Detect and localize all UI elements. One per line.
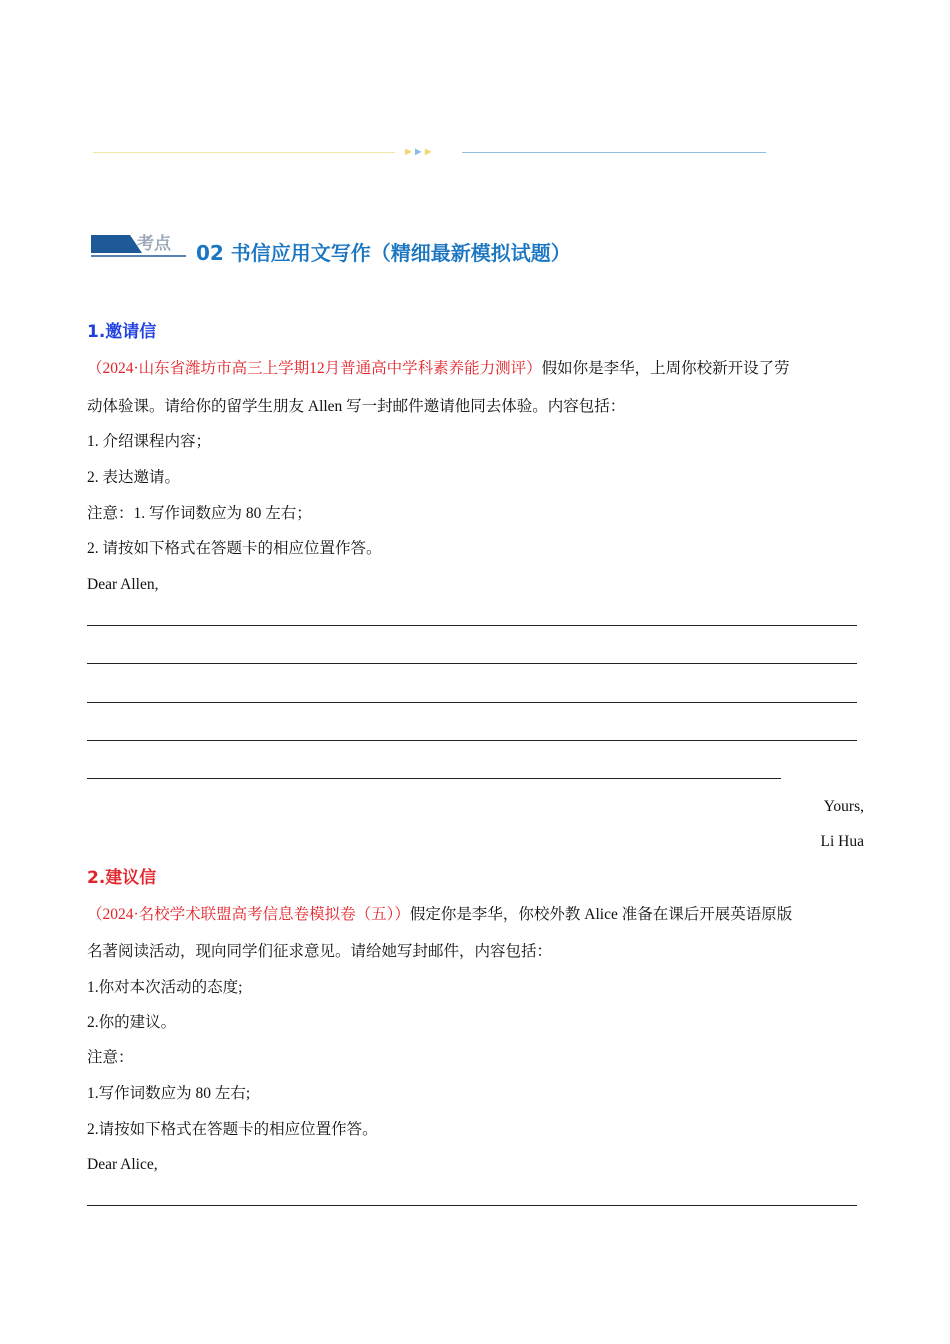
- answer-line: [87, 663, 857, 664]
- triple-arrow-icon: ►►►: [403, 146, 433, 158]
- q2-prompt-text: 假定你是李华，你校外教 Alice 准备在课后开展英语原版: [409, 906, 793, 923]
- q2-note-label: 注意：: [87, 1049, 134, 1066]
- answer-line: [87, 1205, 857, 1206]
- q2-salutation: Dear Alice,: [87, 1156, 158, 1173]
- q2-title: 2.建议信: [87, 868, 157, 888]
- q1-item2: 2. 表达邀请。: [87, 469, 181, 486]
- q2-prompt-line1: [87, 904, 792, 926]
- kaodian-badge-icon: [90, 232, 190, 260]
- q1-note2: 2. 请按如下格式在答题卡的相应位置作答。: [87, 540, 382, 557]
- q1-source: （2024·山东省潍坊市高三上学期12月普通高中学科素养能力测评）: [87, 360, 542, 377]
- q1-note1: 注意：1. 写作词数应为 80 左右；: [87, 505, 312, 522]
- answer-line: [87, 778, 781, 779]
- answer-line: [87, 625, 857, 626]
- page-title: 02 书信应用文写作（精细最新模拟试题）: [196, 241, 571, 265]
- q2-note1: 1.写作词数应为 80 左右;: [87, 1085, 251, 1102]
- q2-item1: 1.你对本次活动的态度;: [87, 979, 243, 996]
- q1-prompt-text: 假如你是李华，上周你校新开设了劳: [541, 360, 790, 377]
- q2-prompt-line2: 名著阅读活动，现向同学们征求意见。请给她写封邮件，内容包括：: [87, 943, 553, 960]
- q1-closing: Yours,: [823, 798, 864, 815]
- q2-source: （2024·名校学术联盟高考信息卷模拟卷（五））: [87, 906, 410, 923]
- q1-prompt-line1: [87, 358, 790, 380]
- q1-prompt-line2: 动体验课。请给你的留学生朋友 Allen 写一封邮件邀请他同去体验。内容包括：: [87, 398, 626, 415]
- q2-note2: 2.请按如下格式在答题卡的相应位置作答。: [87, 1121, 378, 1138]
- header-rule-right: [462, 152, 766, 153]
- badge-label: 考点: [137, 234, 171, 254]
- q1-title: 1.邀请信: [87, 322, 157, 342]
- q1-salutation: Dear Allen,: [87, 576, 159, 593]
- q1-signature: Li Hua: [820, 833, 864, 850]
- q2-item2: 2.你的建议。: [87, 1014, 177, 1031]
- header-rule-left: [93, 152, 395, 153]
- answer-line: [87, 702, 857, 703]
- answer-line: [87, 740, 857, 741]
- q1-item1: 1. 介绍课程内容；: [87, 433, 212, 450]
